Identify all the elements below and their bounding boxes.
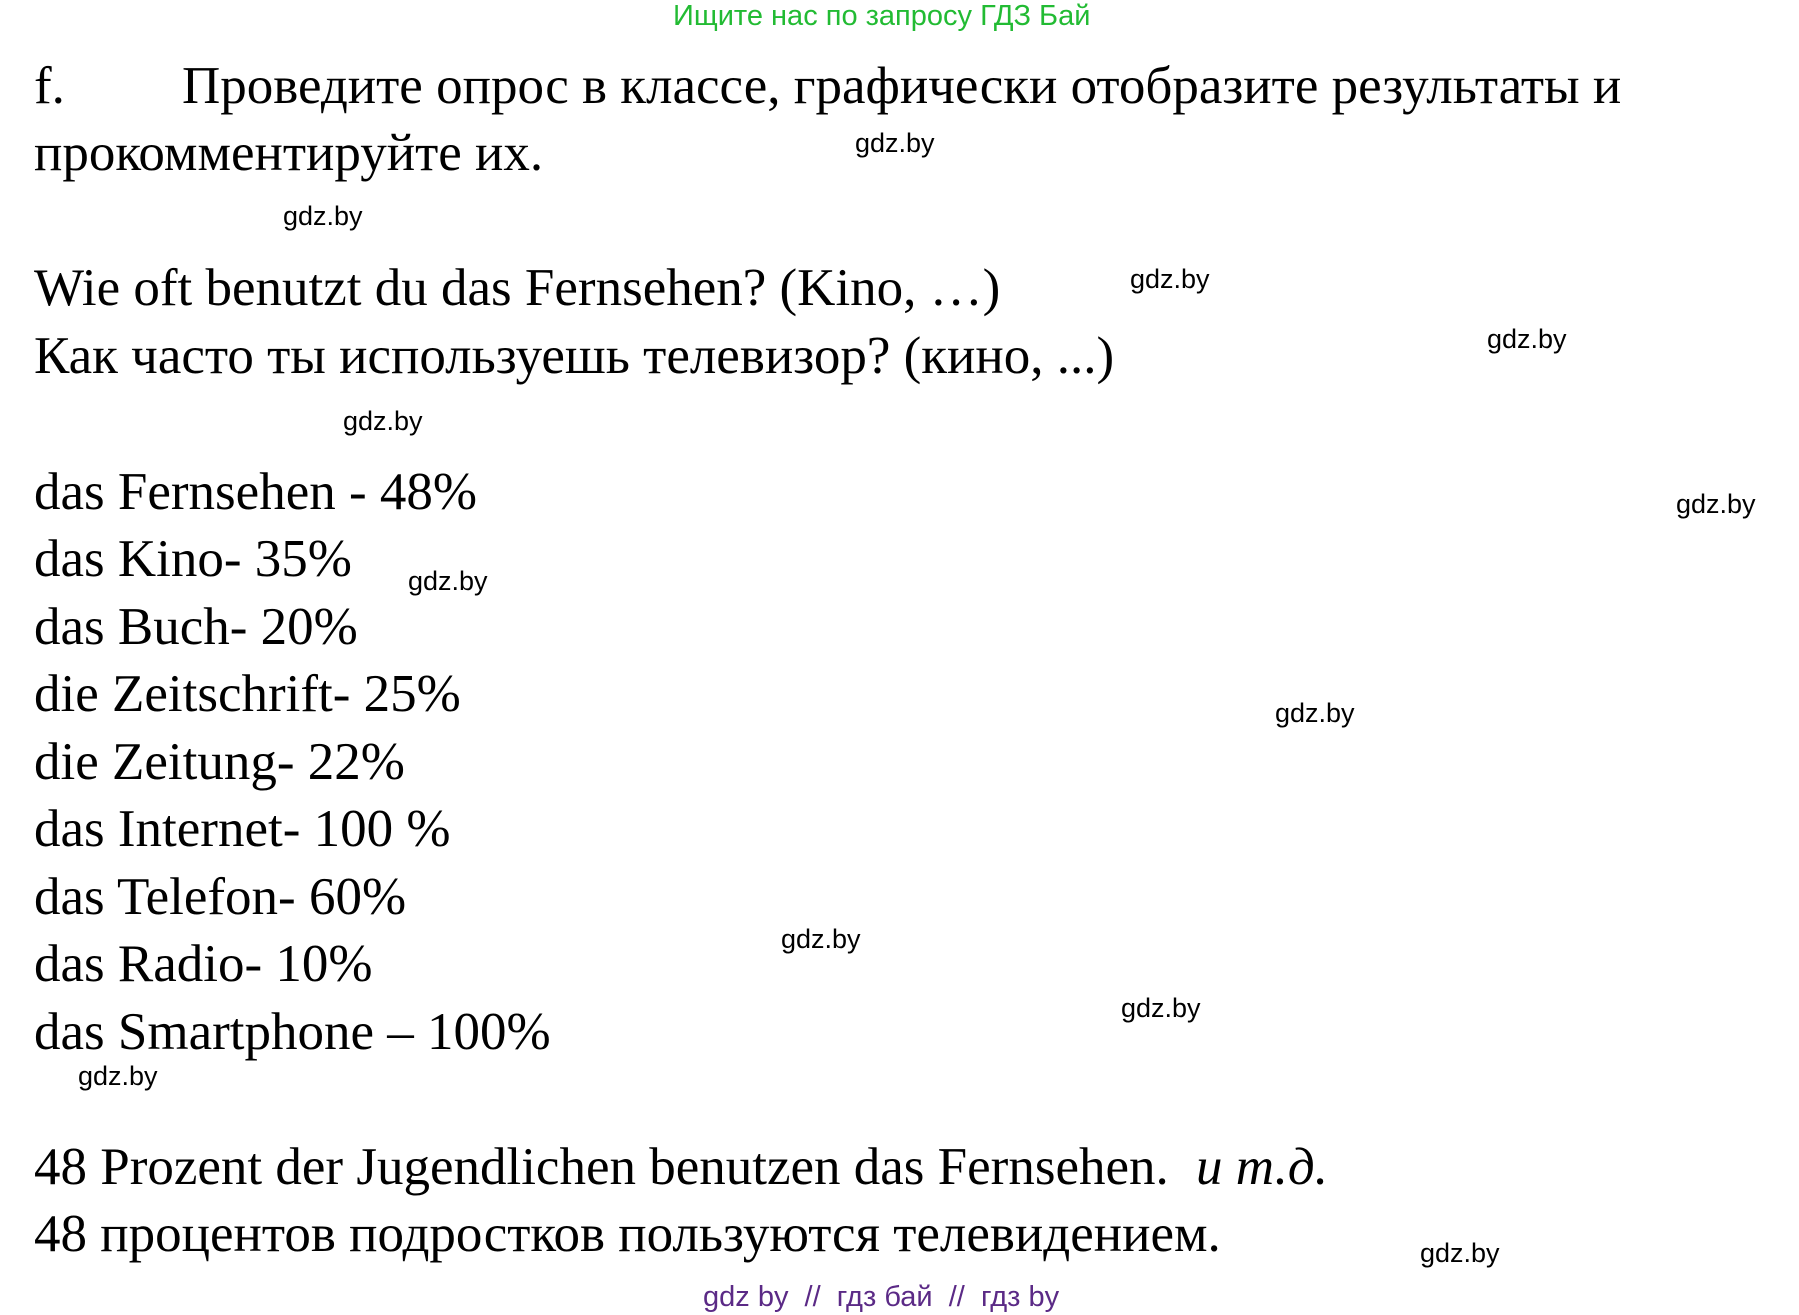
watermark: gdz.by [855,128,935,158]
conclusion-german-text: 48 Prozent der Jugendlichen benutzen das Fernsehen. [34,1138,1169,1196]
footer-links[interactable]: gdz by // гдз бай // гдз by [703,1281,1060,1313]
watermark: gdz.by [283,201,363,231]
question-russian: Как часто ты используешь телевизор? (кино, ...) [34,327,1115,385]
result-item: das Telefon- 60% [34,868,407,926]
watermark: gdz.by [1121,993,1201,1023]
result-item: das Radio- 10% [34,935,373,993]
watermark: gdz.by [1420,1238,1500,1268]
result-item: das Fernsehen - 48% [34,463,478,521]
result-item: die Zeitschrift- 25% [34,665,461,723]
watermark: gdz.by [781,924,861,954]
result-item: das Internet- 100 % [34,800,451,858]
watermark: gdz.by [1676,489,1756,519]
watermark: gdz.by [1275,698,1355,728]
watermark: gdz.by [1487,324,1567,354]
conclusion-etc: и т.д. [1196,1138,1328,1196]
search-hint: Ищите нас по запросу ГДЗ Бай [673,0,1091,32]
result-item: das Buch- 20% [34,598,358,656]
watermark: gdz.by [343,406,423,436]
task-letter: f. [34,57,65,115]
watermark: gdz.by [78,1061,158,1091]
watermark: gdz.by [408,566,488,596]
conclusion-russian: 48 процентов подростков пользуются телевидением. [34,1205,1221,1263]
question-german: Wie oft benutzt du das Fernsehen? (Kino, …) [34,259,1001,317]
result-item: die Zeitung- 22% [34,733,405,791]
watermark: gdz.by [1130,264,1210,294]
result-item: das Smartphone – 100% [34,1003,551,1061]
task-line-2: прокомментируйте их. [34,124,544,182]
conclusion-german [34,1138,1328,1196]
result-item: das Kino- 35% [34,530,352,588]
task-line-1: Проведите опрос в классе, графически отобразите результаты и [182,57,1622,115]
